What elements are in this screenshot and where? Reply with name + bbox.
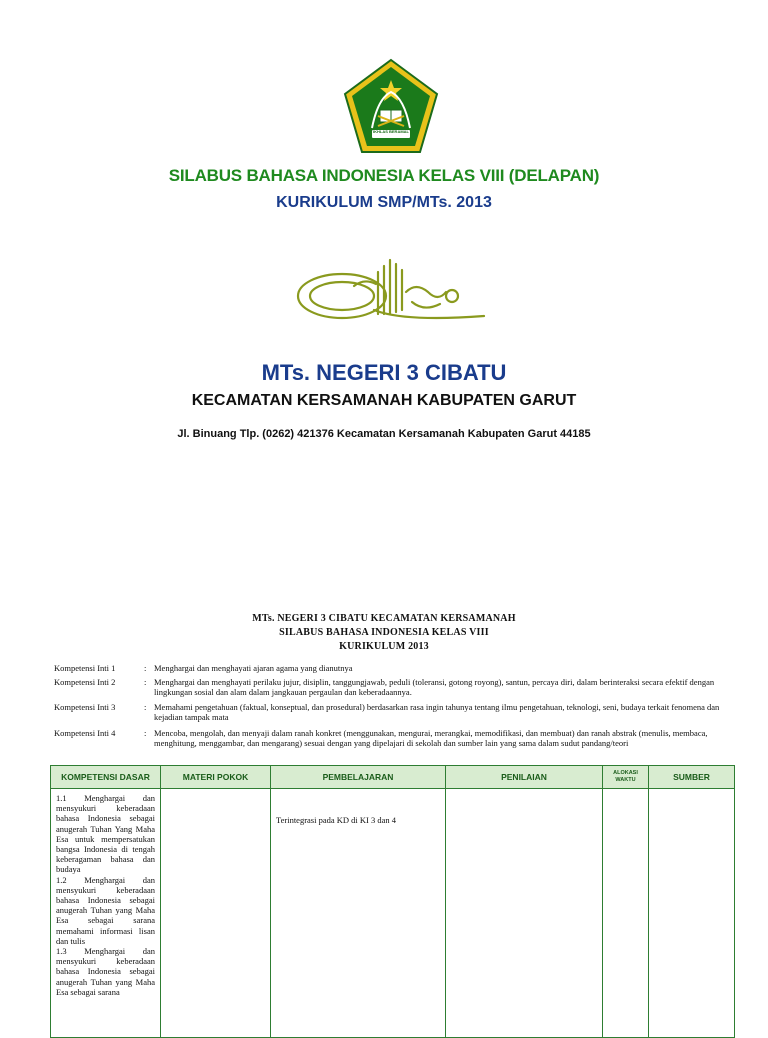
penilaian-cell: [446, 789, 603, 1038]
col-penilaian: PENILAIAN: [446, 766, 603, 789]
alokasi-cell: [603, 789, 649, 1038]
col-pembelajaran: PEMBELAJARAN: [271, 766, 446, 789]
ki-colon: :: [144, 677, 147, 687]
materi-cell: [161, 789, 271, 1038]
ki-description: Menghargai dan menghayati perilaku jujur, disiplin, tanggungjawab, peduli (toleransi, gotong royong), santun, percaya diri, dalam berinteraksi secara efektif dengan lingkungan sosial dan alam dalam jangkauan pergaulan dan keberadaannya.: [154, 677, 715, 697]
ki-label: Kompetensi Inti 1: [54, 663, 116, 673]
table-header-row: [51, 766, 735, 789]
ki-description: Memahami pengetahuan (faktual, konseptual, dan prosedural) berdasarkan rasa ingin tahunya tentang ilmu pengetahuan, teknologi, seni, budaya terkait fenomena dan kejadian tampak mata: [154, 702, 720, 722]
ki-label: Kompetensi Inti 3: [54, 702, 116, 712]
pembelajaran-text: Terintegrasi pada KD di KI 3 dan 4: [276, 815, 397, 825]
ki-description: Mencoba, mengolah, dan menyaji dalam ranah konkret (menggunakan, mengurai, merangkai, memodifikasi, dan membuat) dan ranah abstrak (menulis, membaca, menghitung, menggambar, dan mengarang) sesuai dengan yang dipelajari di sekolah dan sumber lain yang sama dalam sudut pandang/teori: [154, 728, 708, 748]
ki-label: Kompetensi Inti 4: [54, 728, 116, 738]
school-address: Jl. Binuang Tlp. (0262) 421376 Kecamatan Kersamanah Kabupaten Garut 44185: [177, 428, 591, 440]
kemenag-logo: [342, 58, 440, 156]
ki-description: Menghargai dan menghayati ajaran agama yang dianutnya: [154, 663, 353, 673]
kd-item-1-2: 1.2 Menghargai dan mensyukuri keberadaan bahasa Indonesia sebagai anugerah Tuhan yang Maha Esa sebagai sarana memahami informasi lisan dan tulis: [56, 874, 155, 946]
ki-label: Kompetensi Inti 2: [54, 677, 116, 687]
syllabus-table: [50, 765, 735, 1038]
ki-colon: :: [144, 702, 147, 712]
syllabus-title: SILABUS BAHASA INDONESIA KELAS VIII (DELAPAN): [168, 166, 600, 185]
kd-item-1-3: 1.3 Menghargai dan mensyukuri keberadaan bahasa Indonesia sebagai anugerah Tuhan yang Maha Esa sebagai sarana: [56, 946, 155, 997]
kd-item-1-1: 1.1 Menghargai dan mensyukuri keberadaan bahasa Indonesia sebagai anugerah Tuhan Yang Maha Esa untuk mempersatukan bangsa Indonesia di tengah keberagaman bahasa dan budaya: [56, 793, 155, 875]
calligraphy-ornament: [294, 252, 486, 332]
curriculum-title: KURIKULUM SMP/MTs. 2013: [276, 194, 492, 211]
pembelajaran-cell: [271, 789, 446, 1038]
doc-header-line2: SILABUS BAHASA INDONESIA KELAS VIII: [279, 627, 489, 638]
table-row: [51, 789, 735, 1038]
doc-header-line1: MTs. NEGERI 3 CIBATU KECAMATAN KERSAMANAH: [252, 613, 516, 624]
district-name: KECAMATAN KERSAMANAH KABUPATEN GARUT: [191, 392, 577, 409]
ki-colon: :: [144, 728, 147, 738]
logo-text: IKHLAS BERAMAL: [373, 129, 409, 134]
col-kompetensi-dasar: KOMPETENSI DASAR: [51, 766, 161, 789]
col-sumber: SUMBER: [649, 766, 735, 789]
school-name: MTs. NEGERI 3 CIBATU: [261, 360, 507, 385]
ki-colon: :: [144, 663, 147, 673]
sumber-cell: [649, 789, 735, 1038]
col-materi-pokok: MATERI POKOK: [161, 766, 271, 789]
kd-cell: [51, 789, 161, 1038]
doc-header-line3: KURIKULUM 2013: [339, 641, 429, 652]
col-alokasi-waktu: ALOKASI WAKTU: [603, 766, 649, 789]
